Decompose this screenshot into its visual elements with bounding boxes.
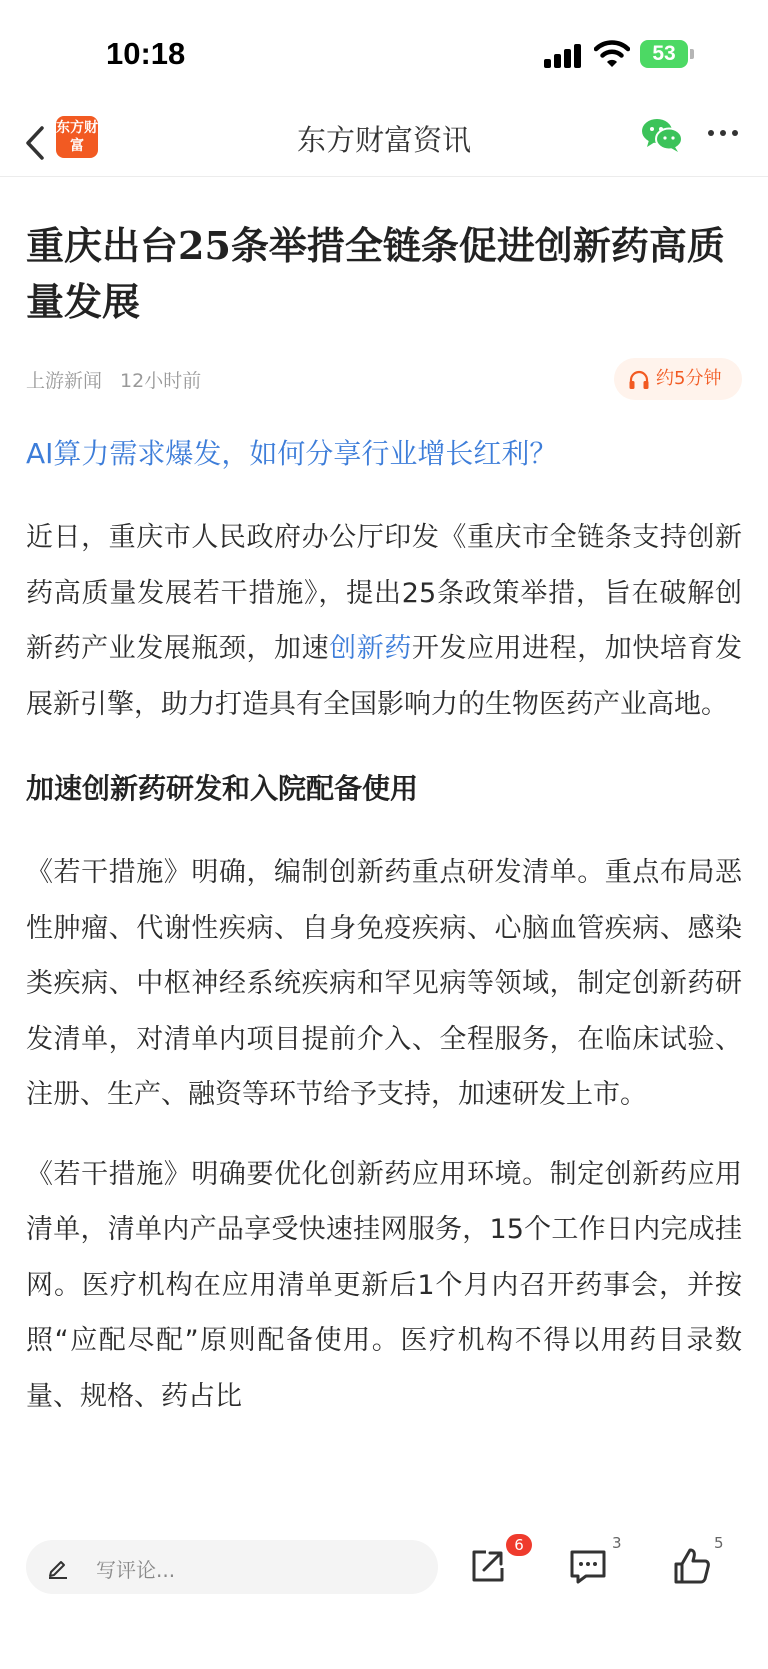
- nav-title: 东方财富资讯: [296, 123, 471, 157]
- status-bar: [0, 0, 768, 110]
- article-body: [26, 510, 742, 1424]
- app-logo[interactable]: 东方财富: [56, 116, 98, 158]
- section-heading: 加速创新药研发和入院配备使用: [26, 772, 419, 805]
- article-time: 12小时前: [120, 370, 202, 392]
- share-count-badge: 6: [506, 1534, 532, 1556]
- like-count: 5: [714, 1534, 724, 1552]
- wechat-icon[interactable]: [640, 116, 684, 154]
- paragraph: 《若干措施》明确，编制创新药重点研发清单。重点布局恶性肿瘤、代谢性疾病、自身免疫疾病、心脑血管疾病、感染类疾病、中枢神经系统疾病和罕见病等领域，制定创新药研发清单，对清单内项目提前介入、全程服务，在临床试验、注册、生产、融资等环节给予支持，加速研发上市。: [26, 857, 742, 1110]
- paragraph-text: 近日，重庆市人民政府办公厅印发《重庆市全链条支持创新药高质量发展若干措施》，提出25条政策举措，旨在破解创新药产业发展瓶颈，加速: [26, 522, 742, 664]
- paragraph: [26, 510, 742, 732]
- comment-icon[interactable]: [566, 1544, 610, 1588]
- stock-topic-link[interactable]: 创新药: [329, 633, 412, 664]
- nav-bar: [0, 110, 768, 177]
- listen-button[interactable]: [614, 358, 742, 400]
- article-source[interactable]: 上游新闻: [26, 370, 103, 392]
- status-time: 10:18: [106, 36, 186, 71]
- comment-input[interactable]: [26, 1540, 438, 1594]
- thumbs-up-icon[interactable]: [670, 1544, 714, 1588]
- pencil-icon: [46, 1555, 70, 1579]
- cellular-signal-icon: [544, 42, 584, 68]
- paragraph: 《若干措施》明确要优化创新药应用环境。制定创新药应用清单，清单内产品享受快速挂网服务，15个工作日内完成挂网。医疗机构在应用清单更新后1个月内召开药事会，并按照“应配尽配”原则配备使用。医疗机构不得以用药目录数量、规格、药占比: [26, 1158, 742, 1412]
- promo-link[interactable]: AI算力需求爆发，如何分享行业增长红利？: [26, 437, 558, 470]
- share-icon[interactable]: [466, 1544, 510, 1588]
- listen-duration: 约5分钟: [656, 368, 722, 389]
- battery-tip: [690, 49, 694, 59]
- article-headline: 重庆出台25条举措全链条促进创新药高质量发展: [26, 223, 725, 324]
- comment-count: 3: [612, 1534, 622, 1552]
- comment-placeholder: 写评论...: [96, 1558, 176, 1582]
- battery-indicator: 53: [640, 40, 688, 68]
- bottom-action-bar: [0, 1530, 768, 1669]
- wifi-icon: [594, 38, 630, 68]
- headphones-icon: [628, 370, 650, 390]
- paragraph-text: 开发应用进程，加快培育发展新引擎，助力打造具有全国影响力的生物医药产业高地。: [26, 633, 743, 720]
- article-meta: [26, 366, 201, 393]
- more-icon[interactable]: [708, 130, 740, 140]
